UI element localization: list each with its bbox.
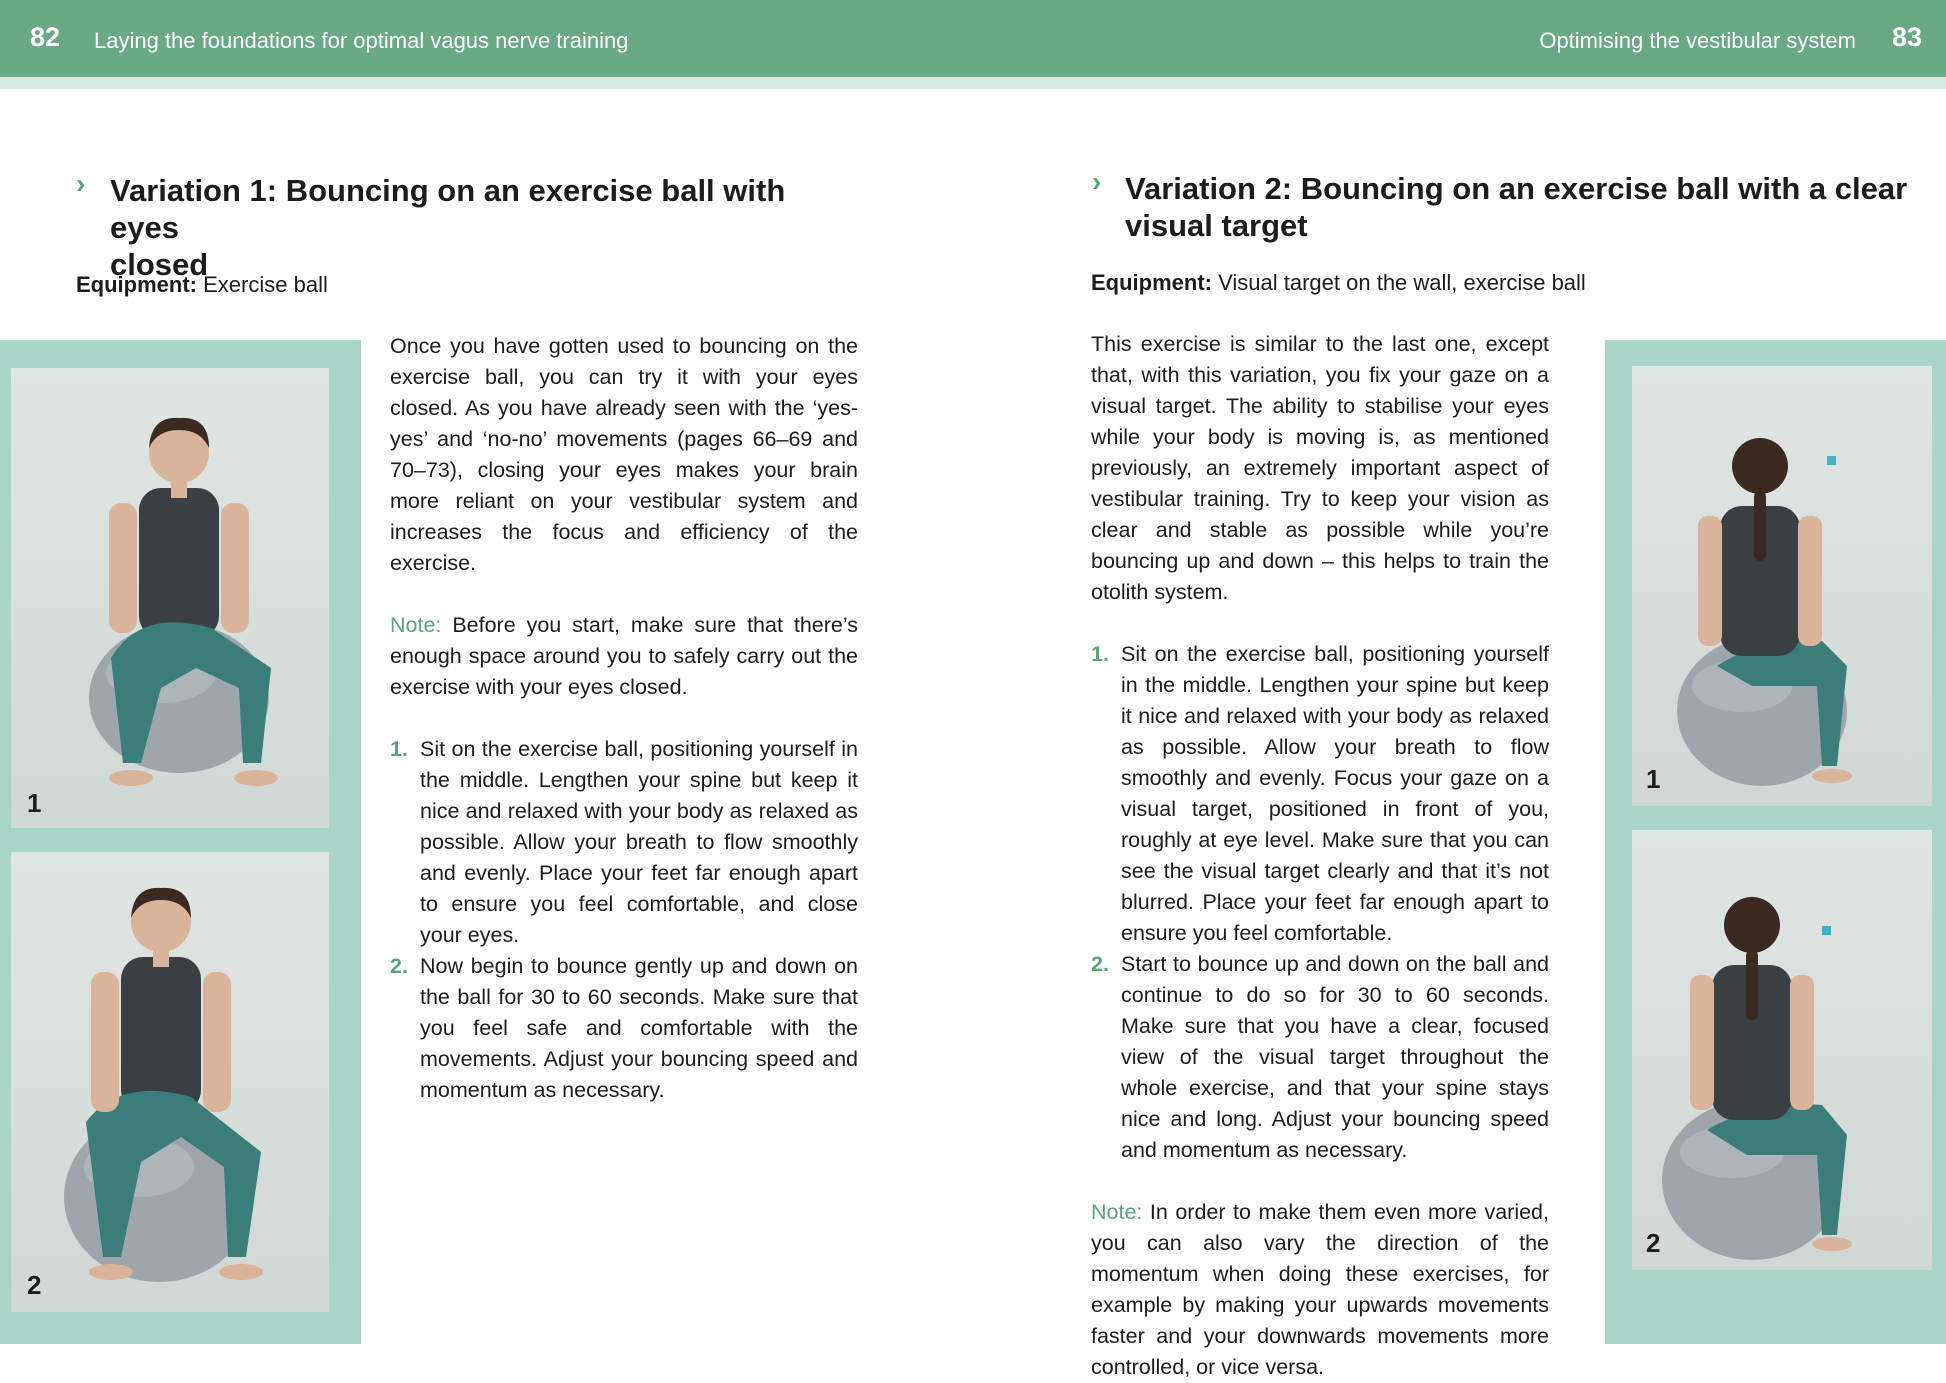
header-strip	[0, 77, 973, 89]
note-label: Note:	[390, 613, 442, 637]
equipment-value: Visual target on the wall, exercise ball	[1218, 270, 1586, 295]
body-text	[390, 331, 858, 1106]
header-strip	[973, 77, 1946, 89]
step-number: 2.	[1091, 952, 1109, 976]
exercise-photo	[11, 368, 329, 828]
woman-on-ball-illustration	[11, 852, 329, 1312]
running-title: Optimising the vestibular system	[1539, 28, 1856, 53]
section-heading	[110, 172, 830, 283]
running-title: Laying the foundations for optimal vagus nerve training	[94, 28, 629, 53]
exercise-photo	[11, 852, 329, 1312]
chevron-right-icon: ›	[1092, 166, 1102, 197]
list-item	[1091, 639, 1549, 949]
equipment-label: Equipment:	[1091, 270, 1212, 295]
step-number: 1.	[1091, 642, 1109, 666]
heading-line: Variation 1: Bouncing on an exercise ball with eyes	[110, 173, 786, 245]
list-item	[1091, 949, 1549, 1166]
left-page	[0, 0, 973, 1372]
heading-line: closed	[110, 247, 209, 282]
photo-panel	[1605, 340, 1946, 1344]
list-item	[390, 951, 858, 1106]
step-text: Now begin to bounce gently up and down on the ball for 30 to 60 seconds. Make sure that you feel safe and comfortable with the movements. Adjust your bouncing speed and momentum as necessary.	[420, 954, 858, 1102]
heading-line: Variation 2: Bouncing on an exercise ball with a clear	[1125, 171, 1908, 206]
note-paragraph	[390, 610, 858, 703]
right-page	[973, 0, 1946, 1379]
note-paragraph	[1091, 1197, 1549, 1383]
body-text	[1091, 329, 1549, 1383]
section-heading	[1125, 170, 1915, 244]
step-number: 1.	[390, 737, 408, 761]
photo-label: 2	[1646, 1228, 1661, 1258]
photo-label: 1	[27, 788, 42, 818]
step-text: Sit on the exercise ball, positioning yourself in the middle. Lengthen your spine but keep it nice and relaxed with your body as relaxed as possible. Allow your breath to flow smoothly and evenly. Place your feet far enough apart to ensure you feel comfortable, and close your eyes.	[420, 737, 858, 947]
note-label: Note:	[1091, 1200, 1143, 1224]
equipment-value: Exercise ball	[203, 272, 328, 297]
intro-paragraph: This exercise is similar to the last one, except that, with this variation, you fix your gaze on a visual target. The ability to stabilise your eyes while your body is moving is, as mentioned previously, an extremely important aspect of vestibular training. Try to keep your vision as clear and stable as possible while you’re bouncing up and down – this helps to train the otolith system.	[1091, 332, 1549, 604]
heading-line: visual target	[1125, 208, 1308, 243]
page-number: 83	[1891, 22, 1922, 52]
step-text: Sit on the exercise ball, positioning yourself in the middle. Lengthen your spine but keep it nice and relaxed with your body as relaxed as possible. Allow your breath to flow smoothly and evenly. Focus your gaze on a visual target, positioned in front of you, roughly at eye level. Make sure that you can see the visual target clearly and that it’s not blurred. Place your feet far enough apart to ensure you feel comfortable.	[1121, 642, 1549, 945]
photo-label: 2	[27, 1270, 42, 1300]
equipment-line	[76, 272, 328, 298]
page-number: 82	[30, 22, 61, 52]
woman-on-ball-illustration	[11, 368, 329, 828]
intro-paragraph: Once you have gotten used to bouncing on the exercise ball, you can try it with your eyes closed. As you have already seen with the ‘yes-yes’ and ‘no-no’ movements (pages 66–69 and 70–73), closing your eyes makes your brain more reliant on your vestibular system and increases the focus and efficiency of the exercise.	[390, 334, 858, 575]
equipment-label: Equipment:	[76, 272, 197, 297]
exercise-photo	[1632, 830, 1932, 1270]
page-header	[973, 0, 1946, 77]
note-text: In order to make them even more varied, you can also vary the direction of the momentum when doing these exercises, for example by making your upwards movements faster and your downwards movements more controlled, or vice versa.	[1091, 1200, 1549, 1379]
step-number: 2.	[390, 954, 408, 978]
step-list	[390, 734, 858, 1106]
page-header	[0, 0, 973, 77]
photo-label: 1	[1646, 764, 1661, 794]
list-item	[390, 734, 858, 951]
woman-on-ball-back-view-illustration	[1632, 366, 1932, 806]
exercise-photo	[1632, 366, 1932, 806]
chevron-right-icon: ›	[76, 168, 86, 199]
step-text: Start to bounce up and down on the ball and continue to do so for 30 to 60 seconds. Make sure that you have a clear, focused view of the visual target throughout the whole exercise, and that your spine stays nice and long. Adjust your bouncing speed and momentum as necessary.	[1121, 952, 1549, 1162]
step-list	[1091, 639, 1549, 1166]
note-text: Before you start, make sure that there’s enough space around you to safely carry out the exercise with your eyes closed.	[390, 613, 858, 699]
photo-panel	[0, 340, 361, 1344]
woman-on-ball-back-view-illustration	[1632, 830, 1932, 1270]
equipment-line	[1091, 270, 1586, 296]
